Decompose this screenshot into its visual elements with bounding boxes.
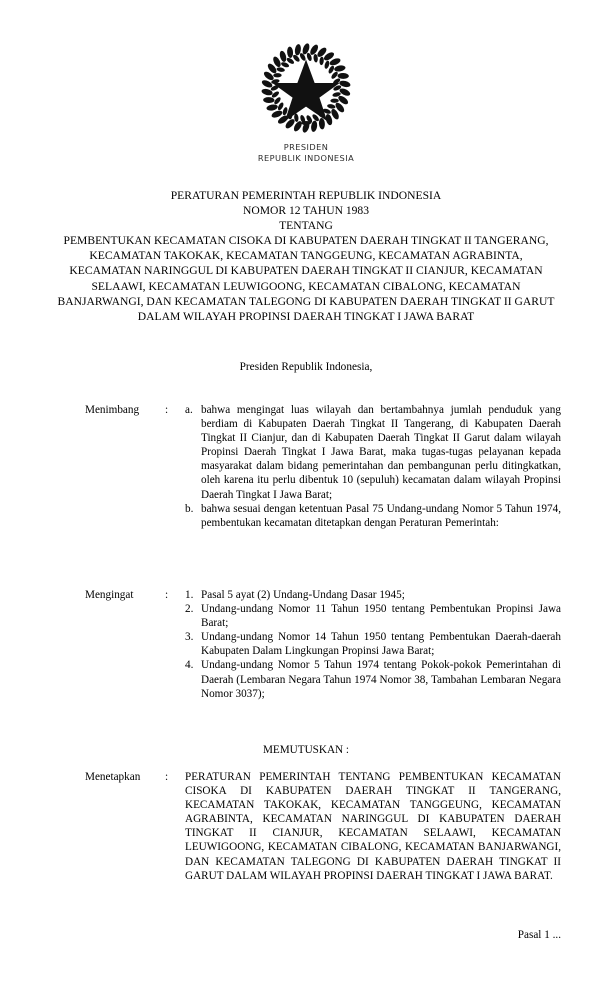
section-menimbang: [85, 403, 561, 530]
presidential-seal-icon: [260, 42, 352, 134]
list-item-text: Undang-undang Nomor 11 Tahun 1950 tentang Pembentukan Propinsi Jawa Barat;: [201, 603, 561, 630]
mengingat-label: Mengingat: [85, 589, 134, 601]
menimbang-colon: :: [165, 404, 169, 416]
menimbang-items: [185, 403, 561, 530]
list-item-marker: b.: [185, 502, 194, 515]
list-item-text: Undang-undang Nomor 14 Tahun 1950 tentang Pembentukan Daerah-daerah Kabupaten Dalam Lingkungan Propinsi Jawa Barat;: [201, 631, 561, 658]
opening-line: Presiden Republik Indonesia,: [239, 361, 373, 373]
title-line-1: PERATURAN PEMERINTAH REPUBLIK INDONESIA: [170, 189, 442, 202]
list-item-text: Pasal 5 ayat (2) Undang-Undang Dasar 1945;: [201, 589, 405, 601]
section-menetapkan: [85, 770, 561, 883]
title-line-3: TENTANG: [279, 219, 333, 233]
mengingat-items: [185, 588, 561, 701]
list-item: [185, 658, 561, 700]
mengingat-colon: :: [165, 589, 169, 601]
list-item-text: bahwa mengingat luas wilayah dan bertambahnya jumlah penduduk yang berdiam di Kabupaten Daerah Tingkat II Tangerang, di Kabupaten Daerah Tingkat II Cianjur, dan di Kabupaten Daerah Tingkat II Garut dalam wilayah Propinsi Daerah Tingkat I Jawa Barat, maka tugas-tugas pelayanan kepada masyarakat dalam bidang pemerintahan dan pembangunan perlu ditingkatkan, oleh karena itu perlu dibentuk 10 (sepuluh) kecamatan dalam wilayah Propinsi Daerah Tingkat I Jawa Barat;: [201, 404, 561, 501]
emblem-caption-line1: PRESIDEN: [283, 142, 329, 152]
list-item-marker: 4.: [185, 659, 194, 672]
emblem-caption: [0, 142, 612, 163]
list-item: [185, 403, 561, 502]
list-item-marker: a.: [185, 404, 193, 416]
title-line-2: NOMOR 12 TAHUN 1983: [242, 204, 370, 218]
section-mengingat: [85, 588, 561, 701]
emblem-block: [0, 42, 612, 163]
continuation-note: Pasal 1 ...: [517, 929, 561, 941]
document-title-block: [56, 188, 556, 324]
list-item-marker: 1.: [185, 589, 194, 601]
menetapkan-colon: :: [165, 771, 169, 783]
list-item-marker: 3.: [185, 631, 194, 644]
menetapkan-label: Menetapkan: [85, 771, 141, 783]
menetapkan-text: PERATURAN PEMERINTAH TENTANG PEMBENTUKAN KECAMATAN CISOKA DI KABUPATEN DAERAH TINGKAT II TANGERANG, KECAMATAN TAKOKAK, KECAMATAN TANGGEUNG, KECAMATAN AGRABINTA, KECAMATAN NARINGGUL DI KABUPATEN DAERAH TINGKAT II CIANJUR, KECAMATAN SELAAWI, KECAMATAN LEUWIGOONG, KECAMATAN CIBALONG, KECAMATAN BANJARWANGI, DAN KECAMATAN TALEGONG DI KABUPATEN DAERAH TINGKAT II GARUT DALAM WILAYAH PROPINSI DAERAH TINGKAT I JAWA BARAT.: [185, 771, 561, 882]
memutuskan-heading: MEMUTUSKAN :: [262, 744, 350, 756]
emblem-caption-line2: REPUBLIK INDONESIA: [257, 152, 355, 163]
list-item: [185, 630, 561, 658]
list-item-marker: 2.: [185, 603, 194, 616]
menimbang-label: Menimbang: [85, 404, 140, 416]
list-item-text: bahwa sesuai dengan ketentuan Pasal 75 Undang-undang Nomor 5 Tahun 1974, pembentukan kecamatan ditetapkan dengan Peraturan Pemerintah:: [201, 502, 561, 529]
list-item: [185, 502, 561, 530]
list-item: [185, 602, 561, 630]
list-item-text: Undang-undang Nomor 5 Tahun 1974 tentang Pokok-pokok Pemerintahan di Daerah (Lembaran Negara Tahun 1974 Nomor 38, Tambahan Lembaran Negara Nomor 3037);: [201, 659, 561, 700]
title-subject: PEMBENTUKAN KECAMATAN CISOKA DI KABUPATEN DAERAH TINGKAT II TANGERANG, KECAMATAN TAKOKAK, KECAMATAN TANGGEUNG, KECAMATAN AGRABINTA, KECAMATAN NARINGGUL DI KABUPATEN DAERAH TINGKAT II CIANJUR, KECAMATAN SELAAWI, KECAMATAN LEUWIGOONG, KECAMATAN CIBALONG, KECAMATAN BANJARWANGI, DAN KECAMATAN TALEGONG DI KABUPATEN DAERAH TINGKAT II GARUT DALAM WILAYAH PROPINSI DAERAH TINGKAT I JAWA BARAT: [57, 234, 555, 323]
list-item: [185, 588, 561, 602]
